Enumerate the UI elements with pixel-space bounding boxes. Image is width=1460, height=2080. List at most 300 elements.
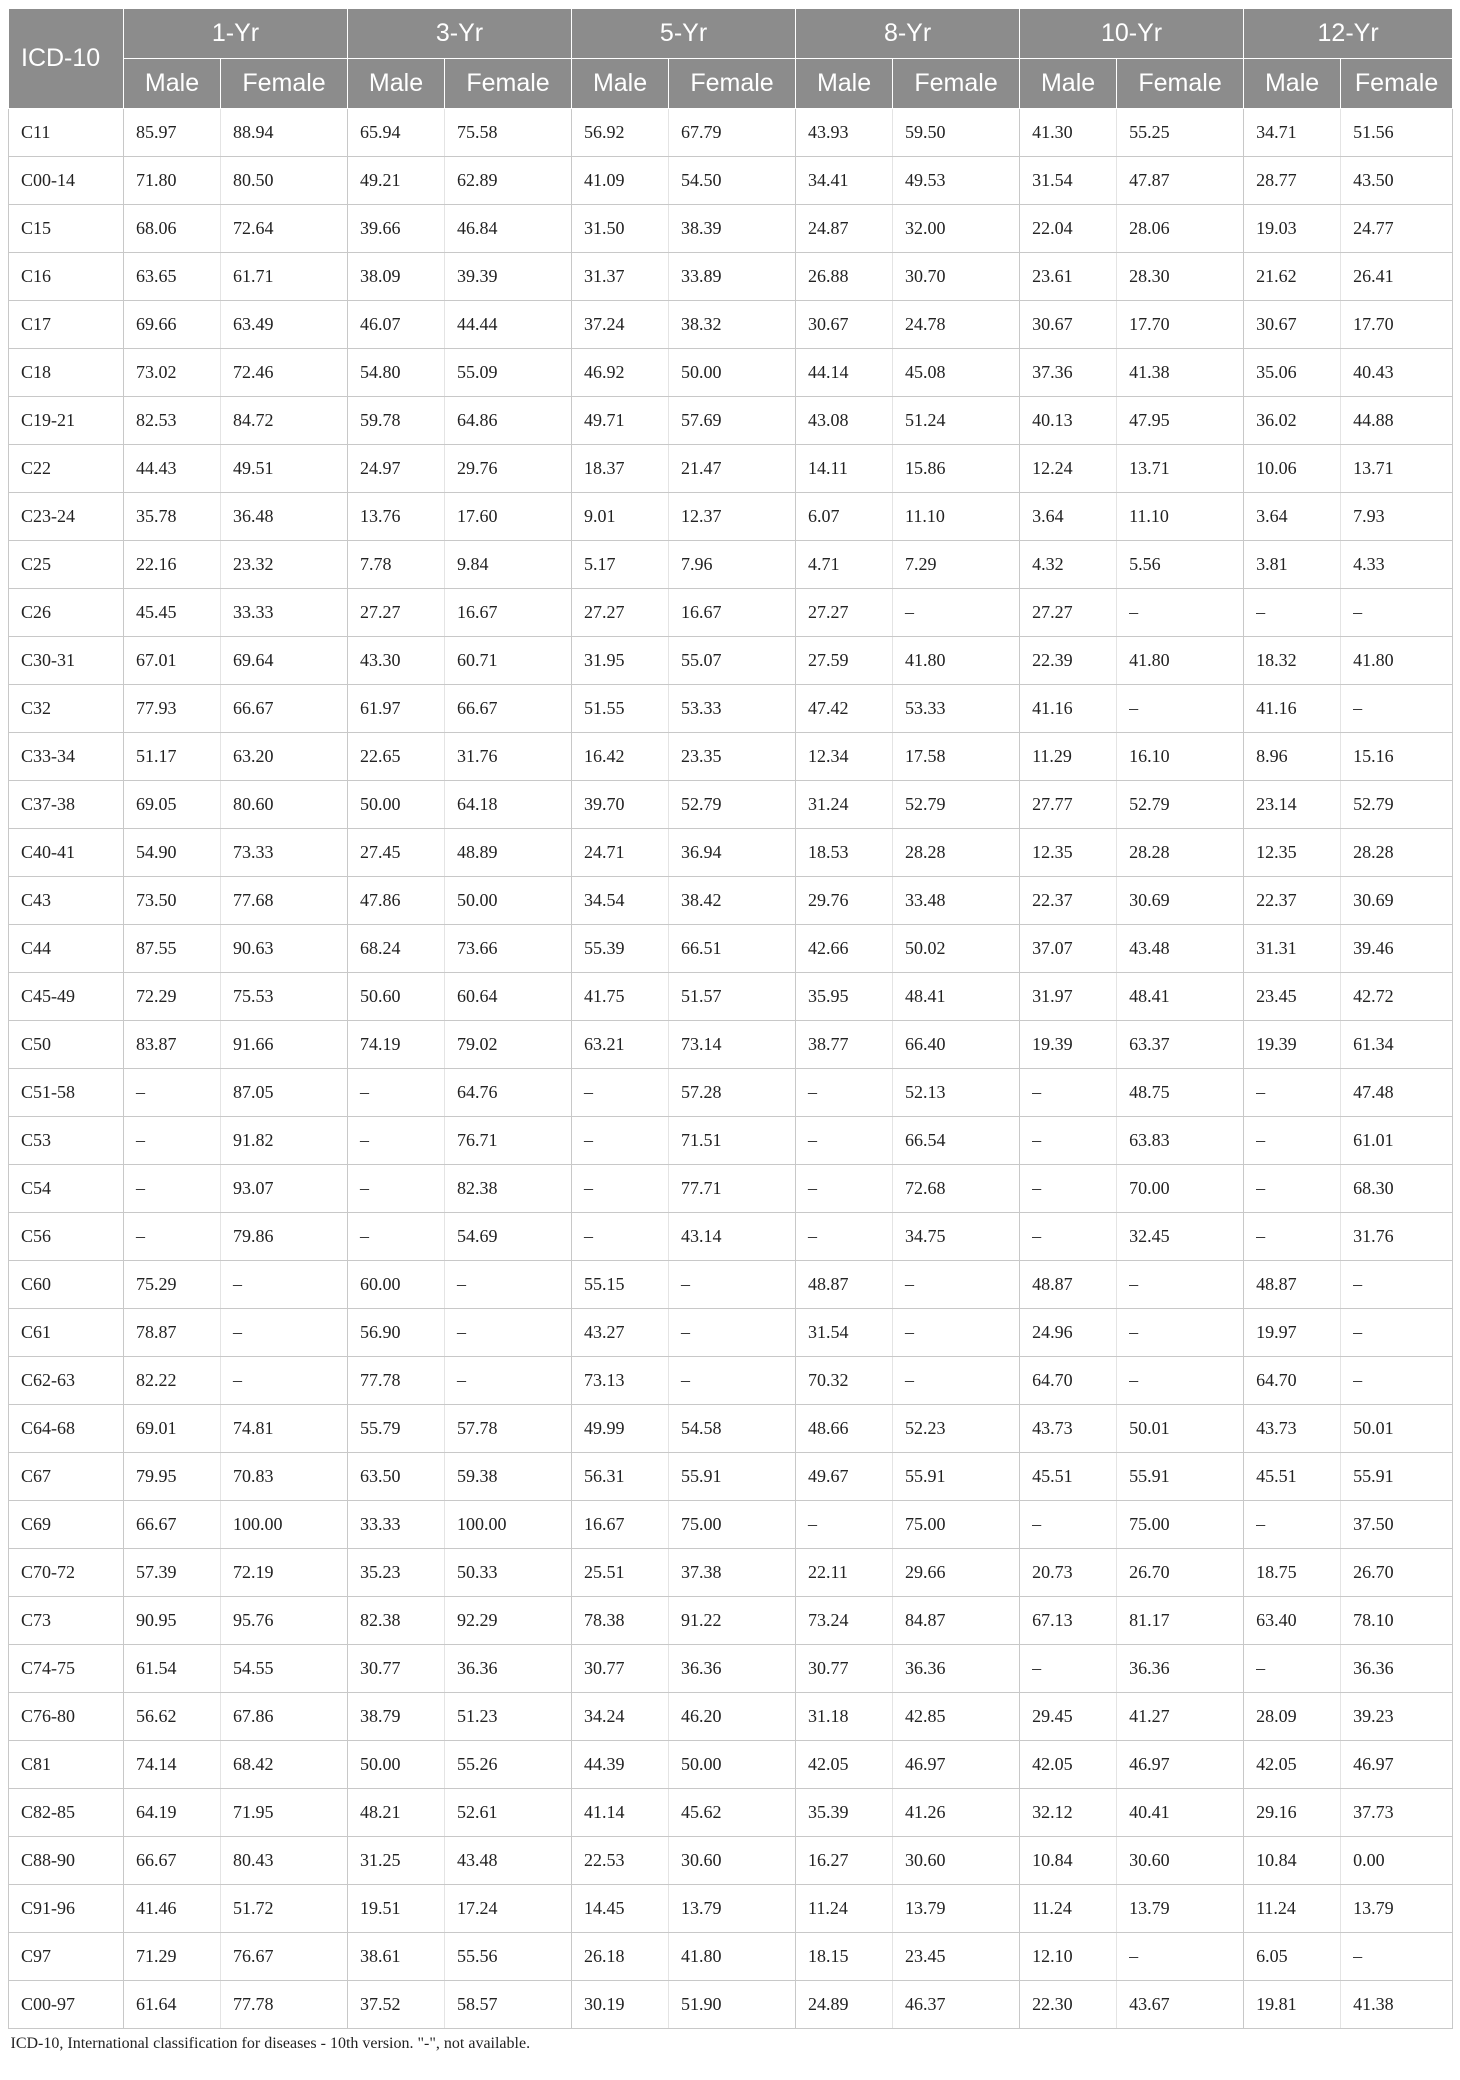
female-value-cell: 64.76 (445, 1069, 572, 1117)
female-value-cell: – (669, 1357, 796, 1405)
male-value-cell: – (348, 1213, 445, 1261)
period-header: 3-Yr (348, 9, 572, 59)
male-value-cell: 54.90 (124, 829, 221, 877)
female-value-cell: 66.67 (221, 685, 348, 733)
female-value-cell: 30.60 (669, 1837, 796, 1885)
icd-code-cell: C70-72 (9, 1549, 124, 1597)
male-value-cell: 16.27 (796, 1837, 893, 1885)
female-value-cell: 51.56 (1341, 109, 1453, 157)
female-value-cell: – (1117, 589, 1244, 637)
female-value-cell: 71.51 (669, 1117, 796, 1165)
table-row (9, 1117, 1453, 1165)
female-value-cell: 52.13 (893, 1069, 1020, 1117)
female-value-cell: 30.69 (1117, 877, 1244, 925)
female-value-cell: 15.16 (1341, 733, 1453, 781)
male-value-cell: 64.70 (1244, 1357, 1341, 1405)
female-value-cell: 52.79 (669, 781, 796, 829)
table-body (9, 109, 1453, 2029)
male-value-cell: – (796, 1213, 893, 1261)
male-value-cell: – (572, 1117, 669, 1165)
female-value-cell: 7.93 (1341, 493, 1453, 541)
male-value-cell: 64.70 (1020, 1357, 1117, 1405)
male-value-cell: 35.78 (124, 493, 221, 541)
male-value-cell: 35.39 (796, 1789, 893, 1837)
female-value-cell: – (1341, 1309, 1453, 1357)
icd-code-cell: C40-41 (9, 829, 124, 877)
female-value-cell: 57.78 (445, 1405, 572, 1453)
icd-code-cell: C64-68 (9, 1405, 124, 1453)
male-value-cell: 77.93 (124, 685, 221, 733)
female-value-cell: 30.69 (1341, 877, 1453, 925)
male-value-cell: 55.15 (572, 1261, 669, 1309)
male-value-cell: – (1244, 1165, 1341, 1213)
male-value-cell: 82.53 (124, 397, 221, 445)
male-value-cell: 28.09 (1244, 1693, 1341, 1741)
male-value-cell: 63.40 (1244, 1597, 1341, 1645)
table-row (9, 1549, 1453, 1597)
female-value-cell: – (1117, 1309, 1244, 1357)
female-value-cell: 30.60 (1117, 1837, 1244, 1885)
female-value-cell: 40.41 (1117, 1789, 1244, 1837)
icd-code-cell: C15 (9, 205, 124, 253)
male-value-cell: 48.87 (796, 1261, 893, 1309)
male-value-cell: 30.77 (348, 1645, 445, 1693)
female-value-cell: 100.00 (445, 1501, 572, 1549)
male-value-cell: 39.70 (572, 781, 669, 829)
female-value-cell: 36.94 (669, 829, 796, 877)
table-row (9, 493, 1453, 541)
female-value-cell: – (893, 1357, 1020, 1405)
female-value-cell: 26.70 (1117, 1549, 1244, 1597)
male-value-cell: 19.51 (348, 1885, 445, 1933)
male-value-cell: 10.06 (1244, 445, 1341, 493)
male-value-cell: 75.29 (124, 1261, 221, 1309)
male-value-cell: 41.75 (572, 973, 669, 1021)
icd-code-cell: C44 (9, 925, 124, 973)
male-value-cell: 57.39 (124, 1549, 221, 1597)
female-value-cell: 54.50 (669, 157, 796, 205)
female-value-cell: 49.53 (893, 157, 1020, 205)
male-value-cell: 39.66 (348, 205, 445, 253)
table-row (9, 877, 1453, 925)
female-value-cell: 76.71 (445, 1117, 572, 1165)
male-value-cell: 41.30 (1020, 109, 1117, 157)
table-header (9, 9, 1453, 109)
male-value-cell: – (1020, 1165, 1117, 1213)
icd-code-cell: C25 (9, 541, 124, 589)
female-value-cell: 38.42 (669, 877, 796, 925)
male-value-cell: 71.80 (124, 157, 221, 205)
female-value-cell: 79.86 (221, 1213, 348, 1261)
female-value-cell: 41.80 (893, 637, 1020, 685)
female-value-cell: 77.71 (669, 1165, 796, 1213)
male-value-cell: 19.39 (1020, 1021, 1117, 1069)
male-value-cell: 30.77 (796, 1645, 893, 1693)
male-value-cell: 24.87 (796, 205, 893, 253)
female-value-cell: 48.41 (893, 973, 1020, 1021)
female-value-cell: 72.68 (893, 1165, 1020, 1213)
icd-code-cell: C50 (9, 1021, 124, 1069)
icd-code-cell: C23-24 (9, 493, 124, 541)
icd-code-cell: C19-21 (9, 397, 124, 445)
female-value-cell: – (1341, 589, 1453, 637)
icd-code-cell: C76-80 (9, 1693, 124, 1741)
male-value-cell: 79.95 (124, 1453, 221, 1501)
female-value-cell: 38.39 (669, 205, 796, 253)
female-value-cell: 28.28 (893, 829, 1020, 877)
male-value-cell: 73.13 (572, 1357, 669, 1405)
female-value-cell: 7.29 (893, 541, 1020, 589)
male-value-cell: 34.54 (572, 877, 669, 925)
female-value-cell: 66.67 (445, 685, 572, 733)
male-value-cell: 59.78 (348, 397, 445, 445)
female-value-cell: 43.50 (1341, 157, 1453, 205)
female-value-cell: – (221, 1309, 348, 1357)
male-value-cell: 12.35 (1244, 829, 1341, 877)
female-value-cell: 57.28 (669, 1069, 796, 1117)
female-value-cell: 24.78 (893, 301, 1020, 349)
female-value-cell: 36.36 (1117, 1645, 1244, 1693)
male-value-cell: 56.90 (348, 1309, 445, 1357)
female-value-cell: 52.61 (445, 1789, 572, 1837)
female-value-cell: 72.19 (221, 1549, 348, 1597)
male-value-cell: 20.73 (1020, 1549, 1117, 1597)
female-value-cell: 46.84 (445, 205, 572, 253)
male-value-cell: 18.37 (572, 445, 669, 493)
female-value-cell: 50.00 (669, 1741, 796, 1789)
male-value-cell: 41.46 (124, 1885, 221, 1933)
female-value-cell: 63.20 (221, 733, 348, 781)
table-row (9, 301, 1453, 349)
female-value-cell: 84.72 (221, 397, 348, 445)
male-value-cell: 44.39 (572, 1741, 669, 1789)
male-value-cell: 43.27 (572, 1309, 669, 1357)
male-value-cell: 6.07 (796, 493, 893, 541)
female-value-cell: 47.48 (1341, 1069, 1453, 1117)
male-value-cell: 69.01 (124, 1405, 221, 1453)
male-value-cell: 56.31 (572, 1453, 669, 1501)
table-row (9, 541, 1453, 589)
female-value-cell: 55.91 (1341, 1453, 1453, 1501)
male-value-cell: 10.84 (1020, 1837, 1117, 1885)
female-value-cell: 42.85 (893, 1693, 1020, 1741)
male-value-cell: 68.06 (124, 205, 221, 253)
female-value-cell: 66.40 (893, 1021, 1020, 1069)
female-value-cell: 55.26 (445, 1741, 572, 1789)
female-value-cell: 74.81 (221, 1405, 348, 1453)
female-header: Female (669, 59, 796, 109)
male-value-cell: 18.32 (1244, 637, 1341, 685)
icd-code-cell: C53 (9, 1117, 124, 1165)
male-value-cell: 56.92 (572, 109, 669, 157)
female-value-cell: 13.71 (1117, 445, 1244, 493)
male-header: Male (1020, 59, 1117, 109)
icd-code-cell: C22 (9, 445, 124, 493)
female-value-cell: 78.10 (1341, 1597, 1453, 1645)
male-value-cell: 24.97 (348, 445, 445, 493)
female-value-cell: 40.43 (1341, 349, 1453, 397)
male-value-cell: 50.00 (348, 781, 445, 829)
female-value-cell: 64.86 (445, 397, 572, 445)
female-value-cell: 12.37 (669, 493, 796, 541)
female-value-cell: 44.88 (1341, 397, 1453, 445)
male-value-cell: 55.39 (572, 925, 669, 973)
male-value-cell: 37.52 (348, 1981, 445, 2029)
table-row (9, 1789, 1453, 1837)
male-value-cell: 69.05 (124, 781, 221, 829)
male-value-cell: 85.97 (124, 109, 221, 157)
female-value-cell: 68.30 (1341, 1165, 1453, 1213)
male-value-cell: 48.87 (1020, 1261, 1117, 1309)
male-value-cell: 12.10 (1020, 1933, 1117, 1981)
female-value-cell: 30.70 (893, 253, 1020, 301)
female-value-cell: – (1341, 1261, 1453, 1309)
male-value-cell: 26.18 (572, 1933, 669, 1981)
icd-code-cell: C61 (9, 1309, 124, 1357)
female-value-cell: 28.30 (1117, 253, 1244, 301)
female-value-cell: – (445, 1261, 572, 1309)
male-value-cell: 19.03 (1244, 205, 1341, 253)
male-value-cell: 30.67 (1020, 301, 1117, 349)
icd-code-cell: C43 (9, 877, 124, 925)
male-value-cell: – (348, 1165, 445, 1213)
female-value-cell: 68.42 (221, 1741, 348, 1789)
male-value-cell: 22.37 (1020, 877, 1117, 925)
table-row (9, 1597, 1453, 1645)
table-row (9, 781, 1453, 829)
male-value-cell: 25.51 (572, 1549, 669, 1597)
male-value-cell: 43.93 (796, 109, 893, 157)
female-value-cell: 66.51 (669, 925, 796, 973)
female-value-cell: 55.25 (1117, 109, 1244, 157)
female-value-cell: 26.41 (1341, 253, 1453, 301)
female-value-cell: 67.79 (669, 109, 796, 157)
female-value-cell: 43.48 (445, 1837, 572, 1885)
female-value-cell: 16.67 (669, 589, 796, 637)
female-value-cell: 49.51 (221, 445, 348, 493)
female-value-cell: – (1117, 1933, 1244, 1981)
female-value-cell: 17.60 (445, 493, 572, 541)
female-value-cell: 42.72 (1341, 973, 1453, 1021)
table-row (9, 1405, 1453, 1453)
female-value-cell: 46.97 (1341, 1741, 1453, 1789)
table-row (9, 829, 1453, 877)
male-value-cell: 23.45 (1244, 973, 1341, 1021)
table-row (9, 1741, 1453, 1789)
female-value-cell: – (1117, 1261, 1244, 1309)
male-value-cell: – (1244, 1501, 1341, 1549)
icd-code-cell: C97 (9, 1933, 124, 1981)
table-row (9, 1933, 1453, 1981)
female-value-cell: 59.50 (893, 109, 1020, 157)
icd-code-cell: C37-38 (9, 781, 124, 829)
female-value-cell: 80.43 (221, 1837, 348, 1885)
female-value-cell: 69.64 (221, 637, 348, 685)
female-value-cell: 26.70 (1341, 1549, 1453, 1597)
female-value-cell: 41.38 (1117, 349, 1244, 397)
male-value-cell: 21.62 (1244, 253, 1341, 301)
male-value-cell: 42.05 (1244, 1741, 1341, 1789)
male-value-cell: 14.45 (572, 1885, 669, 1933)
female-value-cell: 46.20 (669, 1693, 796, 1741)
female-value-cell: 7.96 (669, 541, 796, 589)
female-value-cell: 13.79 (893, 1885, 1020, 1933)
male-value-cell: 35.95 (796, 973, 893, 1021)
female-value-cell: 52.23 (893, 1405, 1020, 1453)
male-value-cell: 69.66 (124, 301, 221, 349)
table-row (9, 1885, 1453, 1933)
female-value-cell: 41.80 (1117, 637, 1244, 685)
male-value-cell: 31.95 (572, 637, 669, 685)
period-header: 5-Yr (572, 9, 796, 59)
male-value-cell: 87.55 (124, 925, 221, 973)
male-value-cell: 22.39 (1020, 637, 1117, 685)
female-value-cell: 55.09 (445, 349, 572, 397)
period-header: 12-Yr (1244, 9, 1453, 59)
male-value-cell: 55.79 (348, 1405, 445, 1453)
female-value-cell: 53.33 (669, 685, 796, 733)
male-value-cell: – (1020, 1645, 1117, 1693)
male-value-cell: 35.23 (348, 1549, 445, 1597)
table-row (9, 1213, 1453, 1261)
female-value-cell: 44.44 (445, 301, 572, 349)
female-value-cell: 4.33 (1341, 541, 1453, 589)
male-value-cell: 32.12 (1020, 1789, 1117, 1837)
male-value-cell: 31.54 (796, 1309, 893, 1357)
male-value-cell: 27.27 (572, 589, 669, 637)
icd-code-cell: C51-58 (9, 1069, 124, 1117)
female-value-cell: 91.66 (221, 1021, 348, 1069)
icd-code-cell: C69 (9, 1501, 124, 1549)
female-value-cell: 41.26 (893, 1789, 1020, 1837)
female-value-cell: 53.33 (893, 685, 1020, 733)
male-value-cell: 29.16 (1244, 1789, 1341, 1837)
male-header: Male (572, 59, 669, 109)
table-row (9, 1837, 1453, 1885)
female-value-cell: 48.89 (445, 829, 572, 877)
male-value-cell: 31.18 (796, 1693, 893, 1741)
female-value-cell: 33.33 (221, 589, 348, 637)
male-value-cell: 49.99 (572, 1405, 669, 1453)
period-header: 8-Yr (796, 9, 1020, 59)
female-value-cell: – (221, 1261, 348, 1309)
icd-code-cell: C54 (9, 1165, 124, 1213)
male-value-cell: – (1020, 1069, 1117, 1117)
female-value-cell: 62.89 (445, 157, 572, 205)
male-value-cell: 31.24 (796, 781, 893, 829)
female-value-cell: 47.87 (1117, 157, 1244, 205)
female-value-cell: 55.91 (669, 1453, 796, 1501)
male-value-cell: 43.73 (1244, 1405, 1341, 1453)
table-row (9, 1693, 1453, 1741)
male-value-cell: – (124, 1165, 221, 1213)
male-value-cell: 66.67 (124, 1837, 221, 1885)
female-value-cell: 70.83 (221, 1453, 348, 1501)
female-value-cell: – (445, 1357, 572, 1405)
male-value-cell: – (1244, 1645, 1341, 1693)
female-value-cell: 5.56 (1117, 541, 1244, 589)
female-value-cell: 80.50 (221, 157, 348, 205)
male-value-cell: 73.24 (796, 1597, 893, 1645)
male-value-cell: 11.29 (1020, 733, 1117, 781)
male-value-cell: 7.78 (348, 541, 445, 589)
male-value-cell: 56.62 (124, 1693, 221, 1741)
survival-table (8, 8, 1453, 2059)
female-value-cell: 30.60 (893, 1837, 1020, 1885)
female-value-cell: 82.38 (445, 1165, 572, 1213)
male-value-cell: 42.05 (796, 1741, 893, 1789)
female-value-cell: 52.79 (1341, 781, 1453, 829)
female-value-cell: – (893, 589, 1020, 637)
male-value-cell: 34.71 (1244, 109, 1341, 157)
male-value-cell: – (572, 1165, 669, 1213)
table-row (9, 1501, 1453, 1549)
female-value-cell: 66.54 (893, 1117, 1020, 1165)
male-value-cell: 43.30 (348, 637, 445, 685)
female-value-cell: 31.76 (445, 733, 572, 781)
male-value-cell: 65.94 (348, 109, 445, 157)
female-value-cell: 100.00 (221, 1501, 348, 1549)
female-value-cell: – (1117, 1357, 1244, 1405)
male-value-cell: 31.31 (1244, 925, 1341, 973)
female-value-cell: 93.07 (221, 1165, 348, 1213)
male-value-cell: – (124, 1117, 221, 1165)
table-row (9, 397, 1453, 445)
female-value-cell: 75.00 (669, 1501, 796, 1549)
male-value-cell: 27.27 (1020, 589, 1117, 637)
female-value-cell: 71.95 (221, 1789, 348, 1837)
male-value-cell: 24.96 (1020, 1309, 1117, 1357)
icd-code-cell: C32 (9, 685, 124, 733)
female-value-cell: – (1341, 1357, 1453, 1405)
female-value-cell: 50.00 (445, 877, 572, 925)
male-value-cell: 73.50 (124, 877, 221, 925)
male-value-cell: 54.80 (348, 349, 445, 397)
female-value-cell: 36.36 (445, 1645, 572, 1693)
header-row-periods (9, 9, 1453, 59)
male-value-cell: 27.27 (348, 589, 445, 637)
period-header: 1-Yr (124, 9, 348, 59)
male-value-cell: – (1244, 1117, 1341, 1165)
male-value-cell: 22.04 (1020, 205, 1117, 253)
table-row (9, 1021, 1453, 1069)
female-value-cell: 23.32 (221, 541, 348, 589)
male-value-cell: 73.02 (124, 349, 221, 397)
male-value-cell: 18.53 (796, 829, 893, 877)
female-value-cell: 29.76 (445, 445, 572, 493)
female-value-cell: 33.48 (893, 877, 1020, 925)
female-value-cell: 51.24 (893, 397, 1020, 445)
male-value-cell: 71.29 (124, 1933, 221, 1981)
female-value-cell: 0.00 (1341, 1837, 1453, 1885)
male-value-cell: – (796, 1501, 893, 1549)
male-value-cell: 30.67 (1244, 301, 1341, 349)
female-value-cell: 39.46 (1341, 925, 1453, 973)
male-value-cell: 61.54 (124, 1645, 221, 1693)
female-value-cell: 38.32 (669, 301, 796, 349)
icd-code-cell: C33-34 (9, 733, 124, 781)
male-value-cell: 78.87 (124, 1309, 221, 1357)
male-value-cell: 48.21 (348, 1789, 445, 1837)
female-value-cell: 45.08 (893, 349, 1020, 397)
female-value-cell: 11.10 (1117, 493, 1244, 541)
female-value-cell: 13.79 (669, 1885, 796, 1933)
female-value-cell: 91.82 (221, 1117, 348, 1165)
male-value-cell: 37.07 (1020, 925, 1117, 973)
male-value-cell: 27.27 (796, 589, 893, 637)
female-value-cell: 73.33 (221, 829, 348, 877)
male-value-cell: 45.51 (1244, 1453, 1341, 1501)
